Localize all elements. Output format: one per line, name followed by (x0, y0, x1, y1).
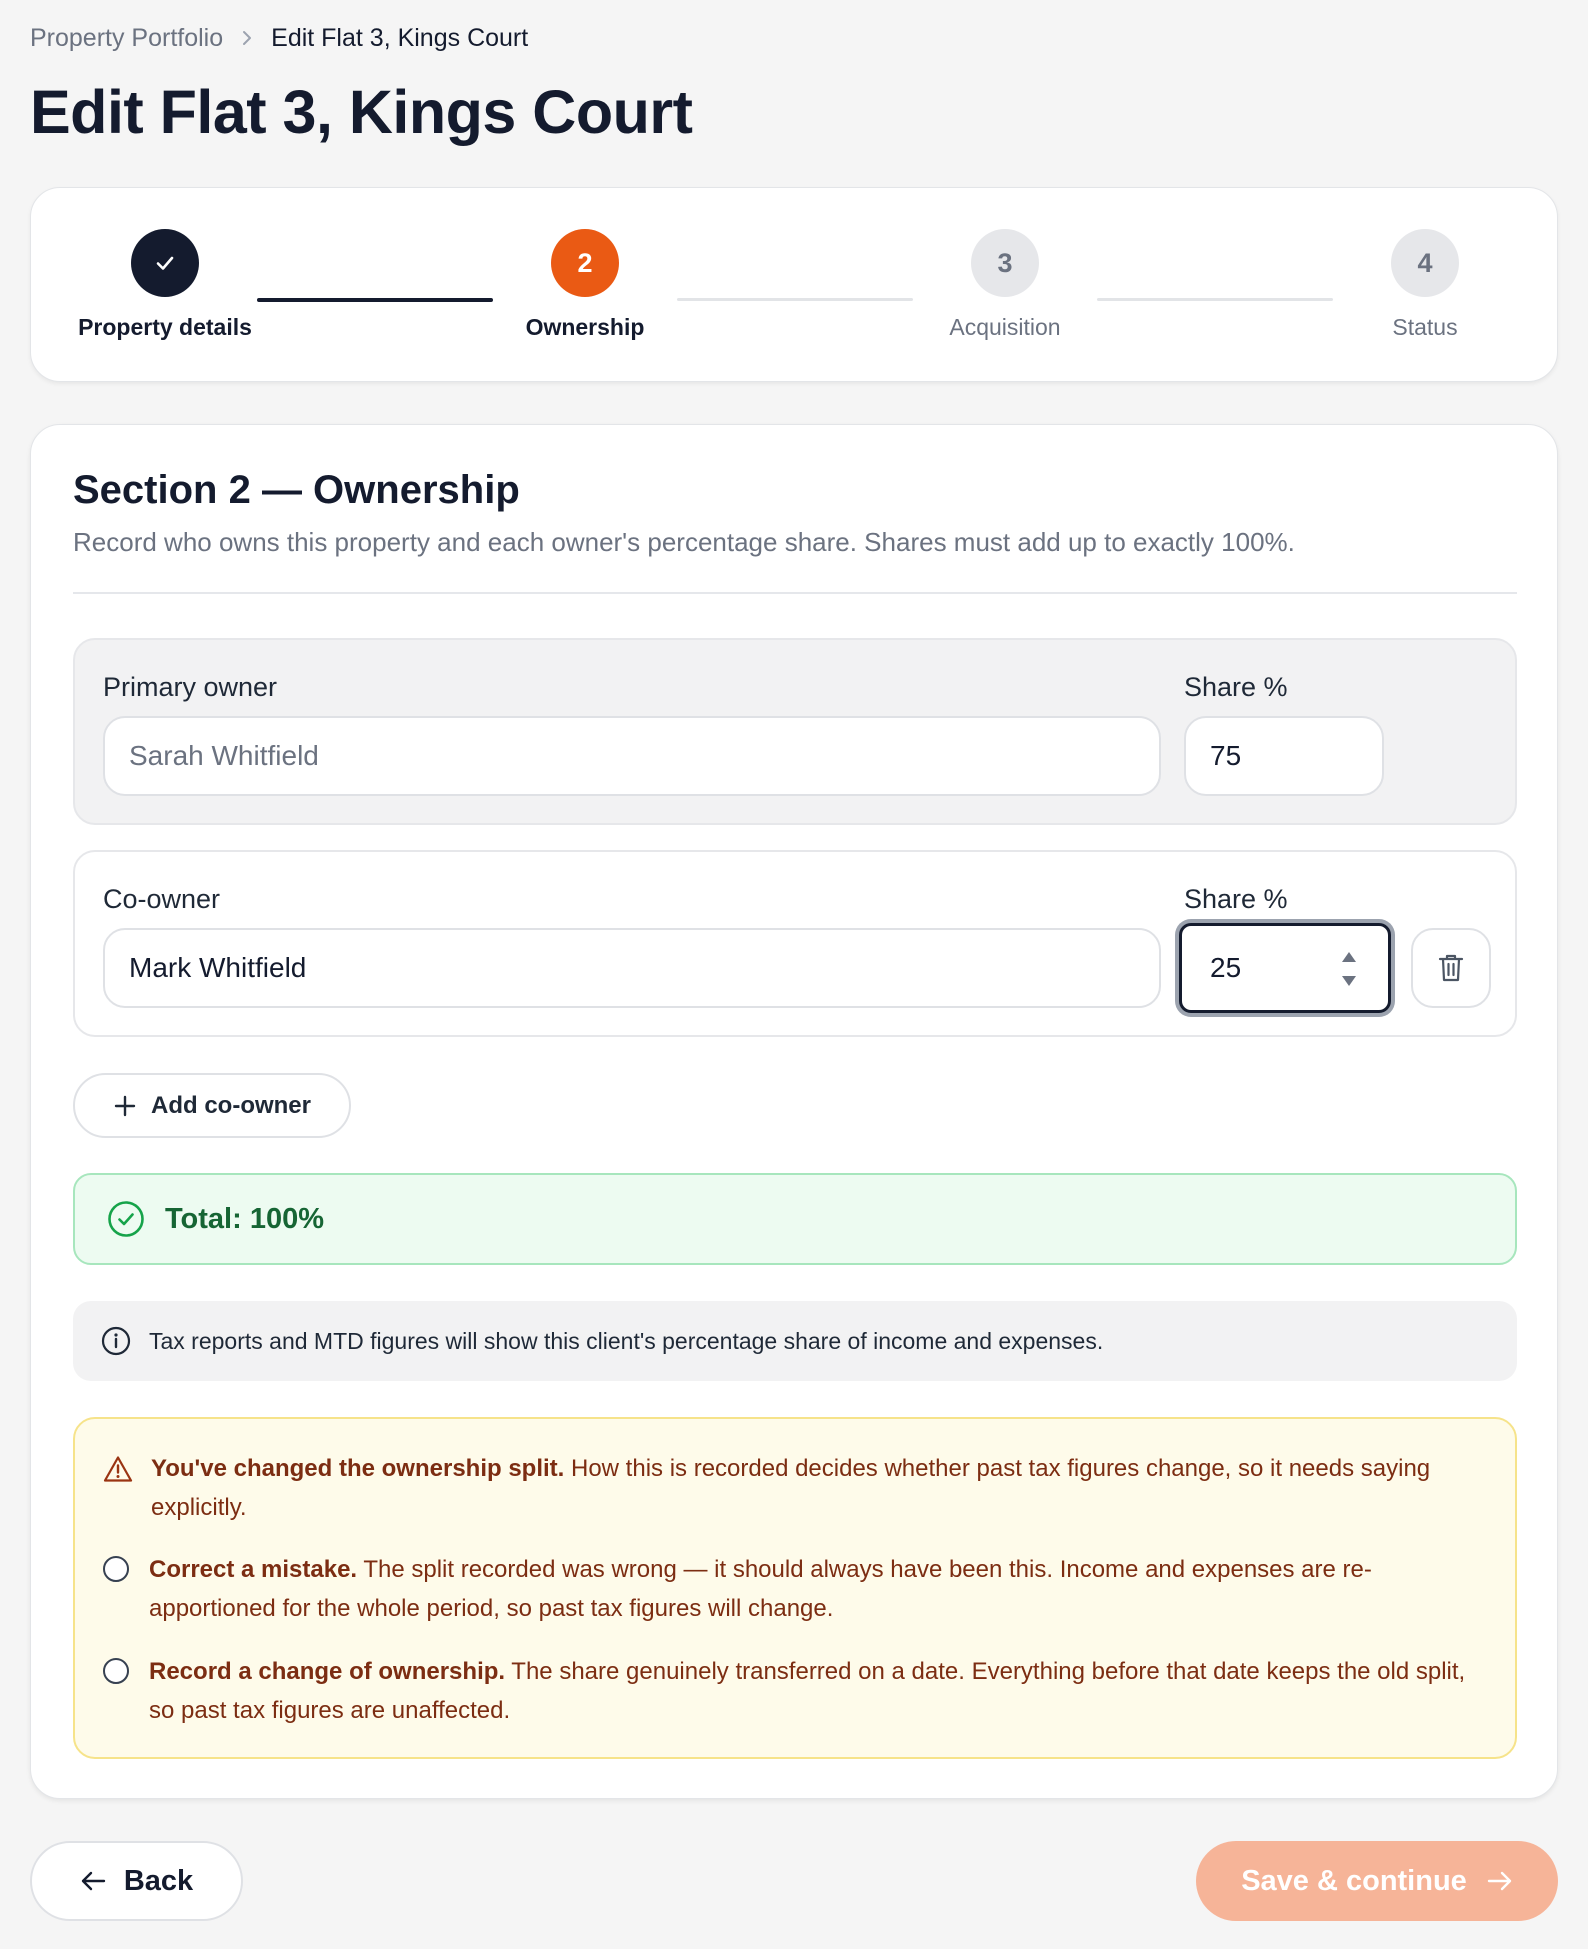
ownership-section-card (30, 424, 1558, 1799)
spinner-down-icon[interactable] (1340, 974, 1358, 988)
option-correct-mistake[interactable] (103, 1550, 1483, 1628)
co-share-value: 25 (1210, 952, 1242, 983)
step-label: Ownership (525, 314, 645, 340)
step-ownership[interactable] (485, 229, 685, 341)
radio-record-change[interactable] (103, 1658, 129, 1684)
step-complete-indicator (131, 229, 199, 297)
co-owner-name-value: Mark Whitfield (129, 952, 307, 983)
option-record-change[interactable] (103, 1652, 1483, 1730)
co-owner-row (73, 850, 1517, 1037)
step-connector (1097, 298, 1333, 301)
total-text: Total: 100% (165, 1202, 325, 1235)
step-number: 3 (971, 229, 1039, 297)
primary-share-value: 75 (1210, 740, 1242, 771)
co-share-label: Share % (1184, 884, 1288, 914)
add-co-owner-button[interactable] (73, 1073, 351, 1138)
radio-correct-mistake[interactable] (103, 1556, 129, 1582)
breadcrumb-link-property-portfolio[interactable]: Property Portfolio (30, 24, 224, 52)
remove-co-owner-button[interactable] (1411, 928, 1491, 1008)
section-title: Section 2 — Ownership (73, 468, 520, 512)
primary-owner-name-value: Sarah Whitfield (129, 740, 319, 771)
warning-heading: You've changed the ownership split. (151, 1455, 565, 1482)
option-title: Record a change of ownership. (149, 1658, 506, 1685)
chevron-right-icon (241, 29, 253, 47)
step-connector (257, 298, 493, 302)
primary-owner-name-field (103, 716, 1161, 796)
spinner-up-icon[interactable] (1340, 950, 1358, 964)
breadcrumb-current: Edit Flat 3, Kings Court (271, 24, 529, 52)
primary-share-field[interactable] (1184, 716, 1384, 796)
back-button[interactable] (30, 1841, 243, 1921)
section-description: Record who owns this property and each owner's percentage share. Shares must add up to exactly 100%. (73, 527, 1295, 557)
info-icon (101, 1326, 131, 1356)
breadcrumb (30, 22, 528, 54)
option-body: The share genuinely transferred on a date. Everything before that date keeps the old split, so past tax figures are unaffected. (149, 1658, 1466, 1724)
warning-header (103, 1449, 1483, 1527)
step-label: Status (1392, 314, 1458, 340)
co-owner-label: Co-owner (103, 884, 221, 914)
primary-share-label: Share % (1184, 672, 1288, 702)
step-label: Acquisition (949, 314, 1061, 340)
option-text (149, 1652, 1483, 1730)
option-title: Correct a mistake. (149, 1556, 358, 1583)
back-label: Back (123, 1864, 194, 1897)
step-acquisition[interactable] (905, 229, 1105, 341)
save-label: Save & continue (1241, 1864, 1467, 1897)
trash-icon (1438, 953, 1464, 983)
divider (73, 592, 1517, 594)
number-spinner[interactable] (1340, 950, 1358, 988)
stepper (30, 187, 1558, 382)
step-status[interactable] (1325, 229, 1525, 341)
ownership-change-warning (73, 1417, 1517, 1759)
check-circle-icon (107, 1200, 145, 1238)
co-owner-name-field[interactable] (103, 928, 1161, 1008)
check-icon (151, 249, 179, 277)
co-share-field[interactable] (1179, 923, 1391, 1013)
info-text: Tax reports and MTD figures will show this client's percentage share of income and expenses. (149, 1327, 1104, 1354)
save-continue-button[interactable] (1196, 1841, 1558, 1921)
step-connector (677, 298, 913, 301)
step-number: 4 (1391, 229, 1459, 297)
warning-text (151, 1449, 1483, 1527)
warning-triangle-icon (103, 1455, 133, 1483)
primary-owner-label: Primary owner (103, 672, 278, 702)
option-body: The split recorded was wrong — it should always have been this. Income and expenses are re-apportioned for the whole period, so past tax figures will change. (149, 1556, 1372, 1622)
add-co-owner-label: Add co-owner (151, 1091, 311, 1119)
step-number: 2 (551, 229, 619, 297)
arrow-right-icon (1487, 1870, 1513, 1892)
info-note (73, 1301, 1517, 1381)
step-property-details[interactable] (65, 229, 265, 341)
arrow-left-icon (80, 1870, 106, 1892)
page-title: Edit Flat 3, Kings Court (30, 78, 693, 146)
step-label: Property details (78, 314, 252, 340)
option-text (149, 1550, 1483, 1628)
warning-body: How this is recorded decides whether past tax figures change, so it needs saying explicitly. (151, 1455, 1431, 1521)
total-status (73, 1173, 1517, 1265)
primary-owner-row (73, 638, 1517, 825)
plus-icon (113, 1094, 137, 1118)
